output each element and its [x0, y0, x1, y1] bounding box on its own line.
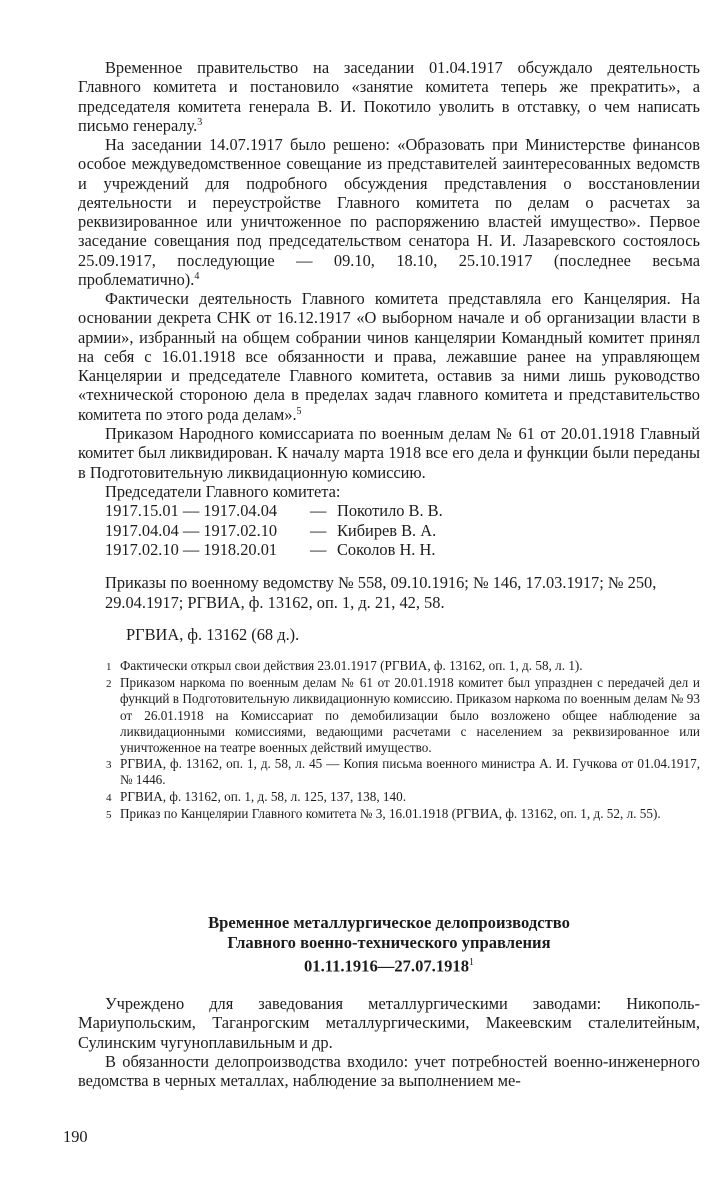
- footnote: [106, 789, 700, 806]
- archive-fund: РГВИА, ф. 13162 (68 д.).: [126, 625, 300, 644]
- paragraph-text: На заседании 14.07.1917 было решено: «Образовать при Министерстве финансов особое междуведомственное совещание из представителей заинтересованных ведомств и учреждений для подробного обсуждения представления о восстановлении деятельности и переустройстве Главного комитета по делам о расчетах за реквизированное или уничтоженное по распоряжению властей имущество». Первое заседание совещания под председательством сенатора Н. И. Лазаревского состоялось 25.09.1917, последующие — 09.10, 18.10, 25.10.1917 (последнее весьма проблематично).: [78, 135, 700, 290]
- footnote-number: 1: [106, 661, 112, 673]
- chairman-dash: —: [310, 539, 327, 559]
- footnote-ref: 3: [197, 116, 203, 128]
- paragraph-liquidation: Приказом Народного комиссариата по военным делам № 61 от 20.01.1918 Главный комитет был ликвидирован. К началу марта 1918 все его дела и функции были переданы в Подготовительную ликвидационную комиссию.: [78, 424, 700, 482]
- chairman-period: 1917.02.10 — 1918.20.01: [105, 539, 278, 559]
- page-number: 190: [63, 1127, 88, 1146]
- footnote-number: 4: [106, 791, 112, 804]
- chairman-name: Покотило В. В.: [337, 501, 443, 521]
- orders-references: Приказы по военному ведомству № 558, 09.10.1916; № 146, 17.03.1917; № 250, 29.04.1917; РГВИА, ф. 13162, оп. 1, д. 21, 42, 58.: [105, 573, 657, 612]
- chairman-dash: —: [310, 501, 327, 521]
- footnote-number: 2: [106, 678, 112, 691]
- footnote: [106, 806, 700, 823]
- chairman-period: 1917.04.04 — 1917.02.10: [105, 520, 278, 540]
- footnote-number: 3: [106, 759, 112, 772]
- footnote-text: Приказом наркома по военным делам № 61 от 20.01.1918 комитет был упразднен с передачей дел и функций в Подготовительную ликвидационную комиссию. Приказом наркома по военным делам № 93 от 26.01.1918 на Комиссариат по демобилизации было возложено общее наблюдение за ликвидационными комиссиями, ведающими расчетами с населением за реквизированное или уничтоженное на театре военных действий имущество.: [120, 675, 700, 756]
- chairman-name: Соколов Н. Н.: [337, 539, 436, 559]
- section-heading: [78, 913, 700, 977]
- paragraph-chancellery: [78, 289, 700, 424]
- chairmen-title: Председатели Главного комитета:: [105, 482, 341, 501]
- chairman-period: 1917.15.01 — 1917.04.04: [105, 501, 278, 521]
- footnote: [106, 658, 700, 675]
- footnote-text: Приказ по Канцелярии Главного комитета № 3, 16.01.1918 (РГВИА, ф. 13162, оп. 1, д. 52, л. 55).: [120, 805, 661, 821]
- footnote-text: РГВИА, ф. 13162, оп. 1, д. 58, л. 45 — Копия письма военного министра А. И. Гучкова от 01.04.1917, № 1446.: [120, 756, 700, 788]
- chairman-dash: —: [310, 520, 327, 540]
- heading-dates: [78, 953, 700, 977]
- chairmen-list: [105, 482, 443, 559]
- chairman-row: [105, 540, 443, 559]
- chairman-name: Кибирев В. А.: [337, 520, 437, 540]
- footnote-number: 5: [106, 808, 112, 821]
- paragraph-duties: В обязанности делопроизводства входило: учет потребностей военно-инженерного ведомства в черных металлах, наблюдение за выполнением ме-: [78, 1052, 700, 1091]
- paragraph-provisional-government: [78, 58, 700, 135]
- footnotes: [106, 658, 700, 823]
- paragraph-text: Временное правительство на заседании 01.04.1917 обсуждало деятельность Главного комитета и постановило «занятие комитета теперь же прекратить», а председателя комитета генерала В. И. Покотило уволить в отставку, о чем написать письмо генералу.: [78, 58, 700, 135]
- footnote: [106, 756, 700, 788]
- footnote-ref: 1: [469, 957, 475, 968]
- paragraph-meeting-1917: [78, 135, 700, 289]
- footnote-text: Фактически открыл свои действия 23.01.1917 (РГВИА, ф. 13162, оп. 1, д. 58, л. 1).: [120, 658, 583, 673]
- heading-date-range: 01.11.1916—27.07.1918: [303, 956, 470, 976]
- heading-line: Главного военно-технического управления: [227, 933, 551, 952]
- footnote-text: РГВИА, ф. 13162, оп. 1, д. 58, л. 125, 137, 138, 140.: [120, 788, 406, 804]
- footnote-ref: 5: [296, 405, 302, 417]
- footnote-ref: 4: [194, 271, 200, 283]
- chairman-row: [105, 501, 443, 520]
- footnote: [106, 675, 700, 756]
- paragraph-established: Учреждено для заведования металлургическими заводами: Никополь-Мариупольским, Таганрогским металлургическими, Макеевским сталелитейным, Сулинским чугуноплавильным и др.: [78, 994, 700, 1052]
- heading-line: Временное металлургическое делопроизводство: [208, 913, 570, 932]
- paragraph-text: Фактически деятельность Главного комитета представляла его Канцелярия. На основании декрета СНК от 16.12.1917 «О выборном начале и об организации власти в армии», избранный на общем собрании чинов канцелярии Командный комитет принял на себя с 16.01.1918 все обязанности и права, лежавшие ранее на управляющем Канцелярии и председателе Главного комитета, оставив за ними лишь руководство «технической стороною дела в пределах задач главного комитета и представительство комитета по этого рода делам».: [78, 289, 700, 424]
- chairman-row: [105, 521, 443, 540]
